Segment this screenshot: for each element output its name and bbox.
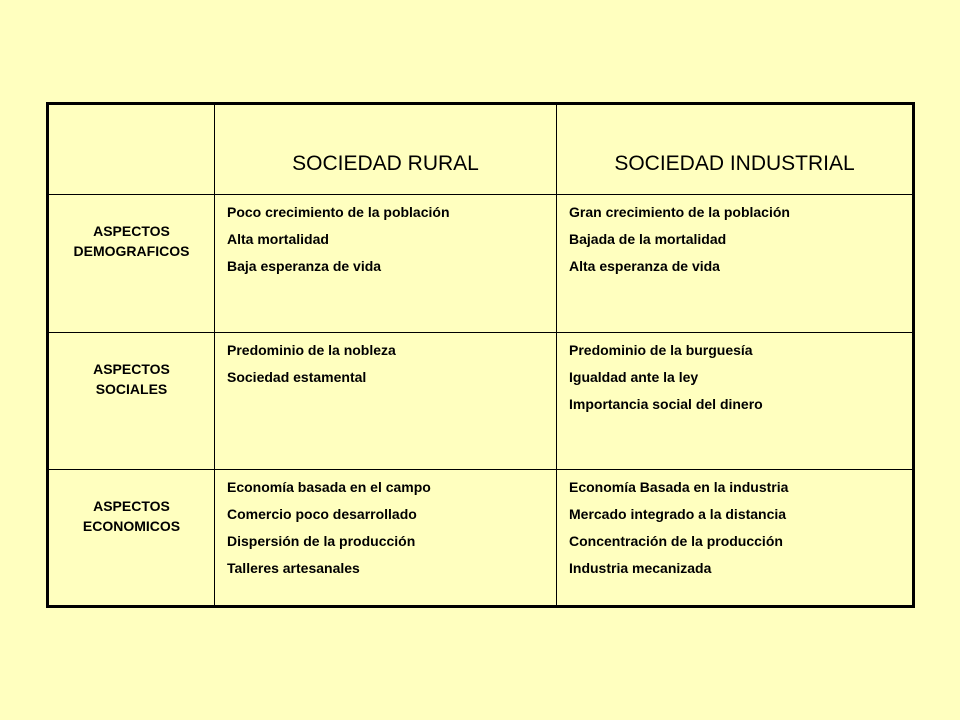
item-list bbox=[569, 199, 912, 280]
list-item: Concentración de la producción bbox=[569, 533, 783, 549]
cell-rural-sociales bbox=[215, 333, 557, 470]
table-row-sociales bbox=[48, 333, 914, 470]
cell-rural-demograficos bbox=[215, 195, 557, 333]
item-list bbox=[227, 337, 556, 391]
row-label-line-1: ASPECTOS bbox=[93, 223, 170, 239]
list-item: Alta esperanza de vida bbox=[569, 258, 720, 274]
list-item: Importancia social del dinero bbox=[569, 396, 763, 412]
list-item: Alta mortalidad bbox=[227, 231, 329, 247]
row-label-sociales bbox=[48, 333, 215, 470]
header-row bbox=[48, 104, 914, 195]
item-list bbox=[569, 474, 912, 582]
header-sociedad-rural: SOCIEDAD RURAL bbox=[215, 104, 557, 195]
list-item: Bajada de la mortalidad bbox=[569, 231, 727, 247]
list-item: Poco crecimiento de la población bbox=[227, 204, 450, 220]
table-row-economicos bbox=[48, 470, 914, 607]
cell-industrial-economicos bbox=[557, 470, 914, 607]
list-item: Predominio de la burguesía bbox=[569, 342, 753, 358]
corner-cell bbox=[48, 104, 215, 195]
item-list bbox=[227, 199, 556, 280]
cell-industrial-sociales bbox=[557, 333, 914, 470]
row-label-text bbox=[49, 333, 214, 399]
row-label-text bbox=[49, 195, 214, 261]
list-item: Igualdad ante la ley bbox=[569, 369, 699, 385]
table-row-demograficos bbox=[48, 195, 914, 333]
list-item: Comercio poco desarrollado bbox=[227, 506, 417, 522]
row-label-text bbox=[49, 470, 214, 536]
list-item: Dispersión de la producción bbox=[227, 533, 416, 549]
item-list bbox=[569, 337, 912, 418]
item-list bbox=[227, 474, 556, 582]
list-item: Predominio de la nobleza bbox=[227, 342, 396, 358]
row-label-line-2: ECONOMICOS bbox=[82, 518, 181, 534]
list-item: Industria mecanizada bbox=[569, 560, 712, 576]
comparison-table bbox=[46, 102, 915, 608]
row-label-line-2: SOCIALES bbox=[95, 381, 168, 397]
list-item: Sociedad estamental bbox=[227, 369, 367, 385]
cell-rural-economicos bbox=[215, 470, 557, 607]
list-item: Talleres artesanales bbox=[227, 560, 360, 576]
row-label-line-2: DEMOGRAFICOS bbox=[73, 243, 190, 259]
row-label-line-1: ASPECTOS bbox=[93, 361, 170, 377]
row-label-demograficos bbox=[48, 195, 215, 333]
header-sociedad-industrial: SOCIEDAD INDUSTRIAL bbox=[557, 104, 914, 195]
row-label-line-1: ASPECTOS bbox=[93, 498, 170, 514]
row-label-economicos bbox=[48, 470, 215, 607]
list-item: Economía Basada en la industria bbox=[569, 479, 789, 495]
list-item: Mercado integrado a la distancia bbox=[569, 506, 787, 522]
list-item: Baja esperanza de vida bbox=[227, 258, 382, 274]
list-item: Economía basada en el campo bbox=[227, 479, 431, 495]
list-item: Gran crecimiento de la población bbox=[569, 204, 790, 220]
cell-industrial-demograficos bbox=[557, 195, 914, 333]
